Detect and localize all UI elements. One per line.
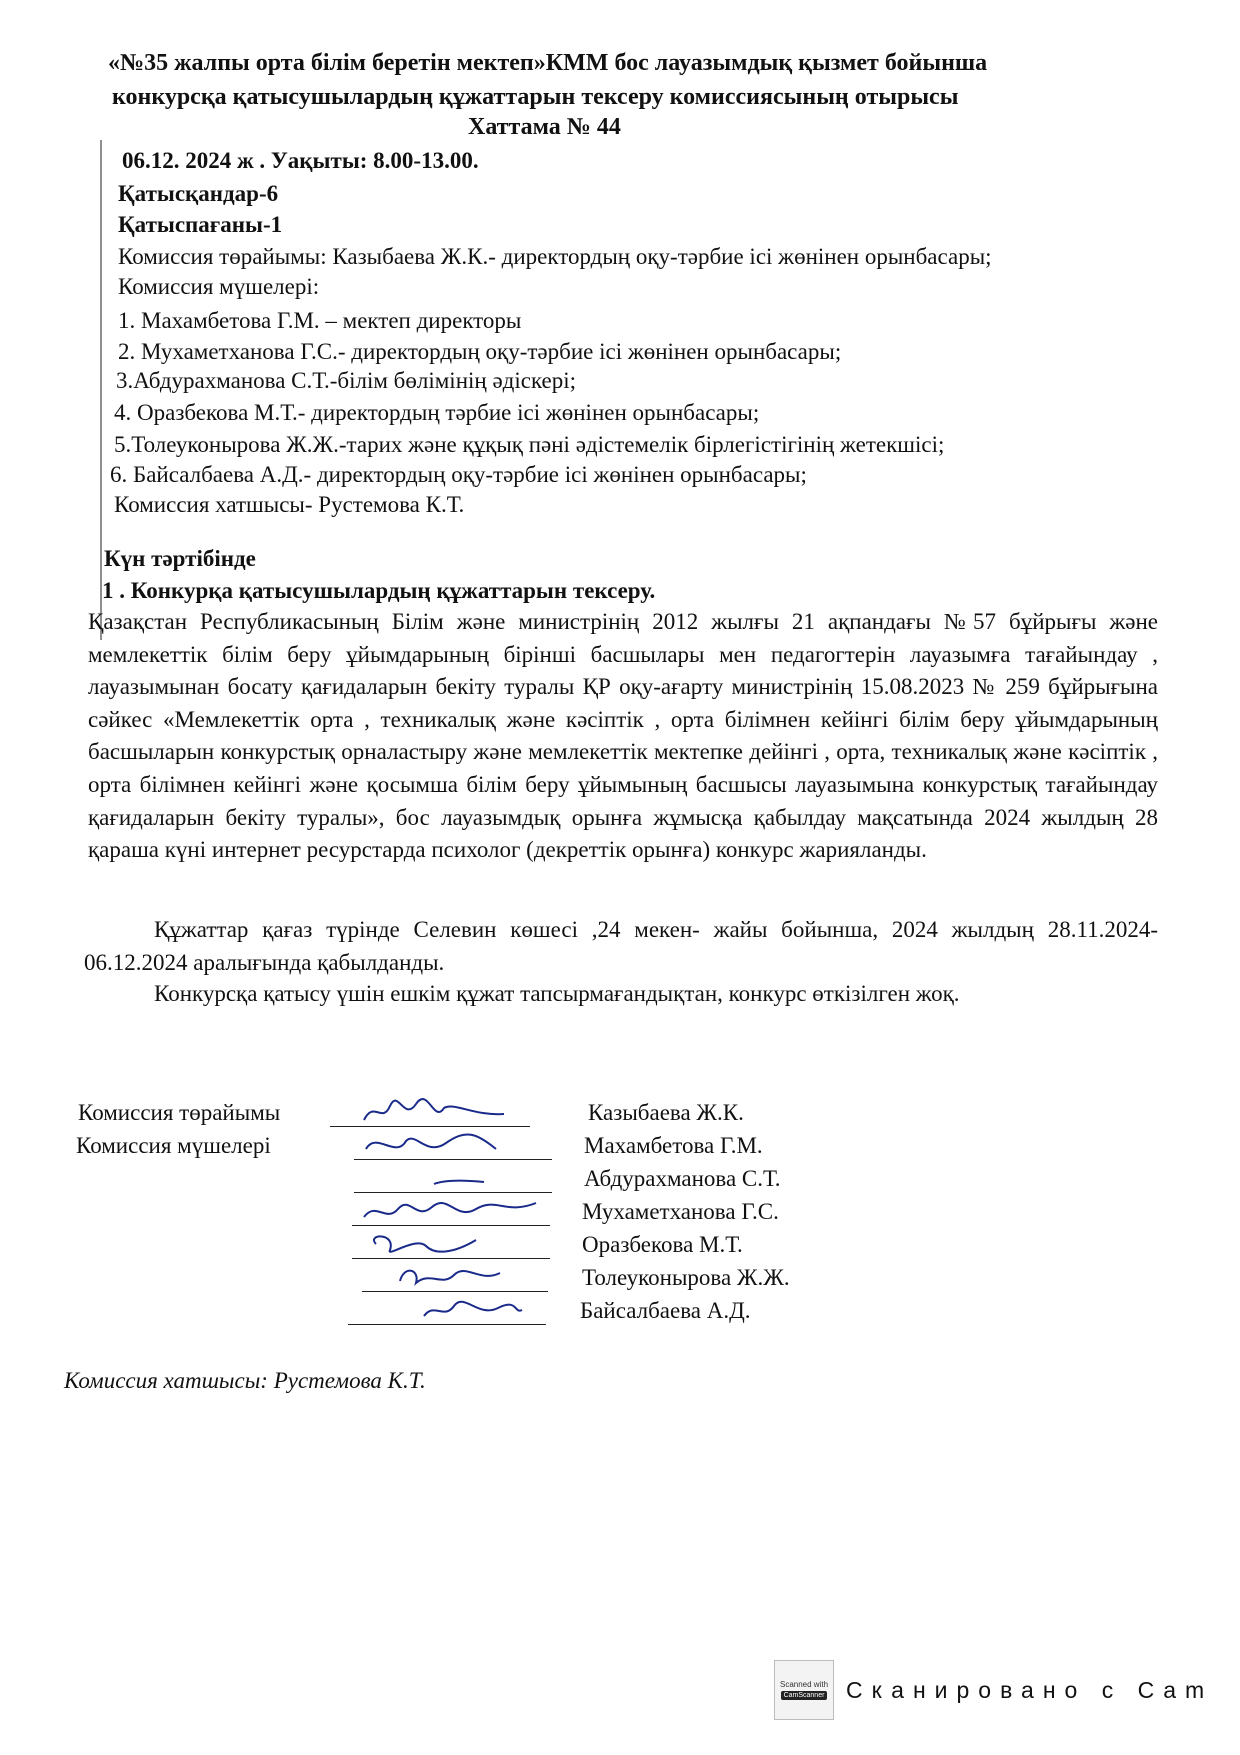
signature-name: Толеуконырова Ж.Ж. xyxy=(582,1265,790,1290)
signature-name: Казыбаева Ж.К. xyxy=(588,1100,744,1125)
signature-scribble xyxy=(418,1294,528,1328)
signature-scribble xyxy=(390,1261,530,1295)
agenda-heading: Күн тәртібінде xyxy=(104,546,256,571)
margin-rule xyxy=(100,140,102,640)
camscanner-badge: CamScanner xyxy=(781,1691,828,1700)
title-line-1: «№35 жалпы орта білім беретін мектеп»КММ бос лауазымдық қызмет бойынша xyxy=(108,50,988,76)
protocol-number: Хаттама № 44 xyxy=(468,114,621,140)
signature-scribble xyxy=(356,1129,546,1163)
signature-scribble xyxy=(356,1195,546,1229)
commission-secretary: Комиссия хатшысы- Рустемова К.Т. xyxy=(114,492,465,517)
meeting-date-time: 06.12. 2024 ж . Уақыты: 8.00-13.00. xyxy=(122,148,479,173)
agenda-paragraph-2: Құжаттар қағаз түрінде Селевин көшесі ,24 мекен- жайы бойынша, 2024 жылдың 28.11.2024- 06.12.2024 аралығында қабылданды. xyxy=(84,917,1158,975)
member-item: 6. Байсалбаева А.Д.- директордың оқу-тәрбие ісі жөнінен орынбасары; xyxy=(110,462,807,487)
signature-name: Байсалбаева А.Д. xyxy=(580,1298,751,1323)
signature-name: Махамбетова Г.М. xyxy=(584,1133,763,1158)
member-item: 2. Мухаметханова Г.С.- директордың оқу-тәрбие ісі жөнінен орынбасары; xyxy=(118,339,842,364)
agenda-paragraph-3: Конкурсқа қатысу үшін ешкім құжат тапсырмағандықтан, конкурс өткізілген жоқ. xyxy=(154,981,960,1006)
commission-chair: Комиссия төрайымы: Казыбаева Ж.К.- директордың оқу-тәрбие ісі жөнінен орынбасары; xyxy=(118,244,992,269)
agenda-paragraph-1: Қазақстан Республикасының Білім және министрінің 2012 жылғы 21 ақпандағы №57 бұйрығы және мемлекеттік білім беру ұйымдарының бірінші басшылары мен педагогтерін лауазымға тағайындау , лауазымынан босату қағидаларын бекіту туралы ҚР оқу-ағарту министрінің 15.08.2023 № 259 бұйрығына сәйкес «Мемлекеттік орта , техникалық және кәсіптік , орта білімнен кейінгі білім беру ұйымдарының басшыларын конкурстық орналастыру және мемлекеттік мектепке дейінгі , орта, техникалық және кәсіптік , орта білімнен кейінгі және қосымша білім беру ұйымының басшысы лауазымына конкурстық тағайындау қағидаларын бекіту туралы», бос лауазымдық орынға жұмысқа қабылдау мақсатында 2024 жылдың 28 қараша күні интернет ресурстарда психолог (декреттік орынға) конкурс жарияланды. xyxy=(88,609,1158,863)
signature-scribble xyxy=(334,1096,524,1130)
member-item: 4. Оразбекова М.Т.- директордың тәрбие ісі жөнінен орынбасары; xyxy=(114,400,760,425)
camscanner-logo-caption: Scanned with xyxy=(779,1680,829,1689)
title-line-2: конкурсқа қатысушылардың құжаттарын тексеру комиссиясының отырысы xyxy=(112,84,959,110)
signature-scribble xyxy=(384,1162,524,1196)
chair-role-label: Комиссия төрайымы xyxy=(78,1100,281,1125)
camscanner-logo xyxy=(774,1660,834,1720)
member-item: 1. Махамбетова Г.М. – мектеп директоры xyxy=(118,308,522,333)
member-item: 5.Толеуконырова Ж.Ж.-тарих және құқық пәні әдістемелік бірлегістігінің жетекшісі; xyxy=(114,432,945,457)
absent-count: Қатыспағаны-1 xyxy=(118,212,283,237)
members-role-label: Комиссия мүшелері xyxy=(76,1133,271,1158)
signature-scribble xyxy=(356,1228,546,1262)
agenda-item-1: 1 . Конкурқа қатысушылардың құжаттарын тексеру. xyxy=(102,578,656,603)
signature-name: Абдурахманова С.Т. xyxy=(584,1166,781,1191)
secretary-signature-line: Комиссия хатшысы: Рустемова К.Т. xyxy=(64,1368,426,1393)
members-heading: Комиссия мүшелері: xyxy=(118,274,320,299)
signature-row xyxy=(348,1298,908,1332)
scan-watermark-text: Сканировано с Cam xyxy=(846,1676,1214,1703)
signature-name: Мухаметханова Г.С. xyxy=(582,1199,779,1224)
member-item: 3.Абдурахманова С.Т.-білім бөлімінің әдіскері; xyxy=(116,368,577,393)
scanner-footer xyxy=(774,1660,1240,1720)
present-count: Қатысқандар-6 xyxy=(118,181,279,206)
signature-name: Оразбекова М.Т. xyxy=(582,1232,743,1257)
